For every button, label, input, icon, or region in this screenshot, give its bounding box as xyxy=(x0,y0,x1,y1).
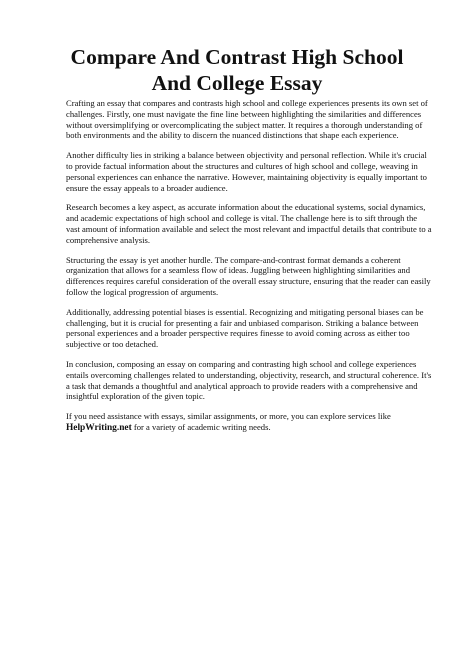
essay-body xyxy=(66,98,432,443)
paragraph-intro: Crafting an essay that compares and contrasts high school and college experiences presents its own set of challenges. Firstly, one must navigate the fine line between highlighting the similarities and differences without oversimplifying or overcomplicating the subject matter. It requires a thorough understanding of both environments and the ability to discern the nuanced distinctions that shape each experience. xyxy=(66,98,428,141)
closing-lead: If you need assistance with essays, similar assignments, or more, you can explore services like xyxy=(66,411,391,422)
essay-title: Compare And Contrast High School And College Essay xyxy=(70,45,404,95)
paragraph-research: Research becomes a key aspect, as accurate information about the educational systems, social dynamics, and academic expectations of high school and college is vital. The challenge here is to sift through the vast amount of information available and select the most relevant and impactful details that contribute to a comprehensive analysis. xyxy=(66,202,432,245)
brand-name: HelpWriting.net xyxy=(66,422,132,433)
closing-tail: for a variety of academic writing needs. xyxy=(131,421,271,432)
paragraph-conclusion: In conclusion, composing an essay on comparing and contrasting high school and college experiences entails overcoming challenges related to understanding, objectivity, research, and structural coherence. It's a task that demands a thoughtful and analytical approach to provide readers with a comprehensive and insightful exploration of the given topic. xyxy=(66,358,432,402)
paragraph-closing xyxy=(66,411,432,434)
paragraph-objectivity: Another difficulty lies in striking a balance between objectivity and personal reflection. While it's crucial to provide factual information about the structures and cultures of high school and college, weaving in personal experiences can enhance the narrative. However, maintaining objectivity is equally important to ensure the essay appeals to a broader audience. xyxy=(66,150,427,193)
paragraph-biases: Additionally, addressing potential biases is essential. Recognizing and mitigating personal biases can be challenging, but it is crucial for presenting a fair and unbiased comparison. Striking a balance between personal experiences and a broader perspective requires finesse to avoid coming across as either too subjective or too detached. xyxy=(66,306,424,350)
paragraph-structure: Structuring the essay is yet another hurdle. The compare-and-contrast format demands a coherent organization that allows for a seamless flow of ideas. Juggling between highlighting similarities and differences requires careful consideration of the overall essay structure, ensuring that the reader can easily follow the logical progression of arguments. xyxy=(66,254,431,297)
